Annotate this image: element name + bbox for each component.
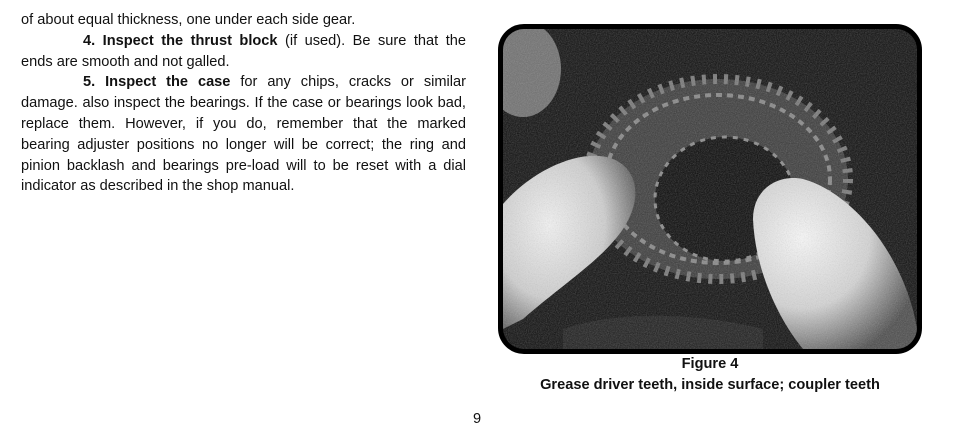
item-4-text: (if used). Be sure that the ends are smooth and not galled. <box>21 32 466 70</box>
figure-4-photo <box>498 24 922 354</box>
item-4-paragraph <box>21 31 466 73</box>
body-text <box>21 10 466 197</box>
intro-paragraph: of about equal thickness, one under each side gear. <box>21 12 356 28</box>
item-5-text: for any chips, cracks or similar damage. also inspect the bearings. If the case or bearings look bad, replace them. However, if you do, remember that the marked bearing adjuster positions no longer will be correct; the ring and pinion backlash and bearings pre-load will to be reset with a dial indicator as described in the shop manual. <box>21 74 466 195</box>
item-4-heading: 4. Inspect the thrust block <box>83 32 278 49</box>
item-5-paragraph <box>21 72 466 197</box>
page-number: 9 <box>472 411 482 427</box>
photo-illustration <box>503 29 917 349</box>
figure-caption: Grease driver teeth, inside surface; coupler teeth <box>540 377 880 393</box>
item-5-heading: 5. Inspect the case <box>83 74 231 91</box>
figure-label: Figure 4 <box>681 356 739 372</box>
